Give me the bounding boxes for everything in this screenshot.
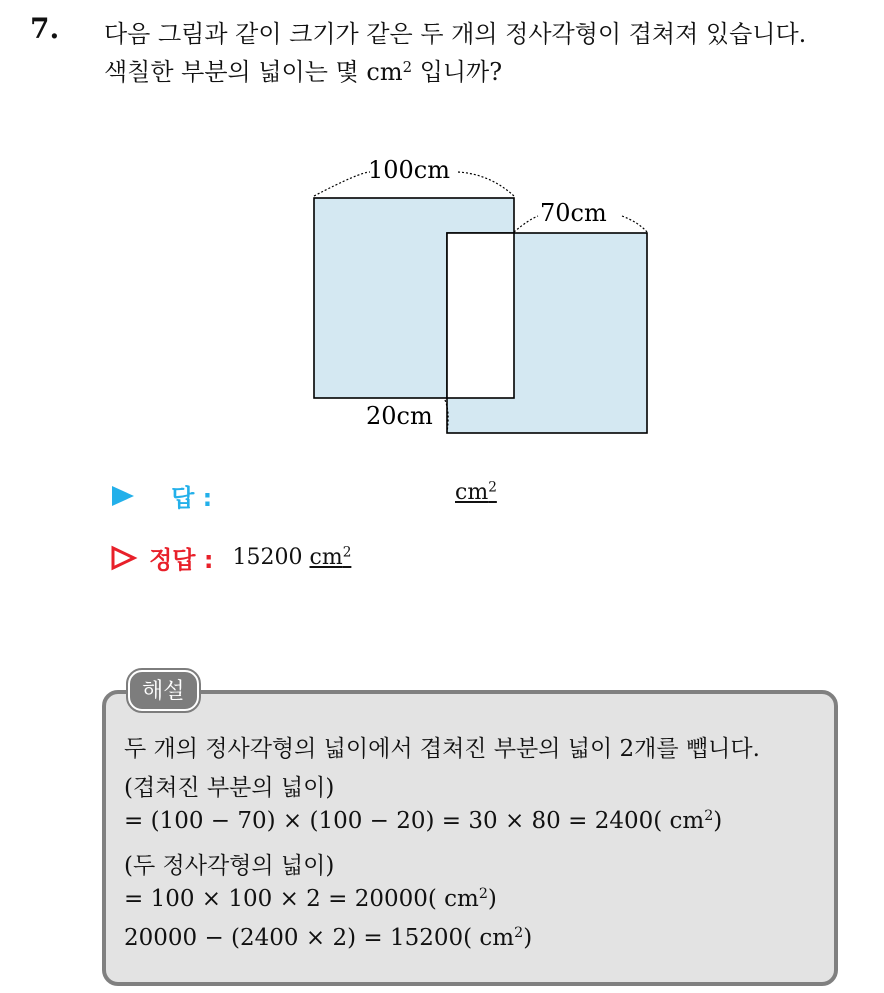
figure-svg <box>300 150 660 450</box>
outline-triangle-icon <box>110 545 138 571</box>
explanation-line-1: 두 개의 정사각형의 넓이에서 겹쳐진 부분의 넓이 2개를 뺍니다. <box>124 736 760 762</box>
question-unit: $cm^2$ <box>366 57 413 86</box>
overlap-region <box>447 233 514 398</box>
explanation-line-2: (겹쳐진 부분의 넓이) <box>124 775 335 801</box>
correct-answer-unit: $cm^2$ <box>309 544 352 570</box>
label-20cm: 20cm <box>366 402 433 430</box>
correct-answer-value: 15200 $cm^2$ <box>232 544 352 570</box>
answer-row <box>110 478 497 513</box>
explanation-line-3: = (100 − 70) × (100 − 20) = 30 × 80 = 2400( $cm^2$) <box>124 808 723 834</box>
overlapping-squares-figure <box>300 150 660 454</box>
explanation-line-5: = 100 × 100 × 2 = 20000( $cm^2$) <box>124 886 497 912</box>
play-triangle-icon <box>110 484 136 508</box>
question-line-2-suffix: 입니까? <box>419 58 503 86</box>
explanation-line-6: 20000 − (2400 × 2) = 15200( $cm^2$) <box>124 925 533 951</box>
label-70cm: 70cm <box>540 199 607 227</box>
question-line-2 <box>104 52 502 87</box>
answer-label: 답 : <box>171 484 213 512</box>
question-line-1: 다음 그림과 같이 크기가 같은 두 개의 정사각형이 겹쳐져 있습니다. <box>104 20 807 48</box>
question-number: 7. <box>30 12 60 45</box>
answer-blank-unit[interactable]: $cm^2$ <box>455 479 497 505</box>
correct-answer-row <box>110 540 351 575</box>
explanation-line-4: (두 정사각형의 넓이) <box>124 853 335 879</box>
correct-answer-label: 정답 : <box>149 546 214 574</box>
label-100cm: 100cm <box>368 156 451 184</box>
question-line-2-prefix: 색칠한 부분의 넓이는 몇 <box>104 58 359 86</box>
explanation-tag: 해설 <box>128 670 199 711</box>
